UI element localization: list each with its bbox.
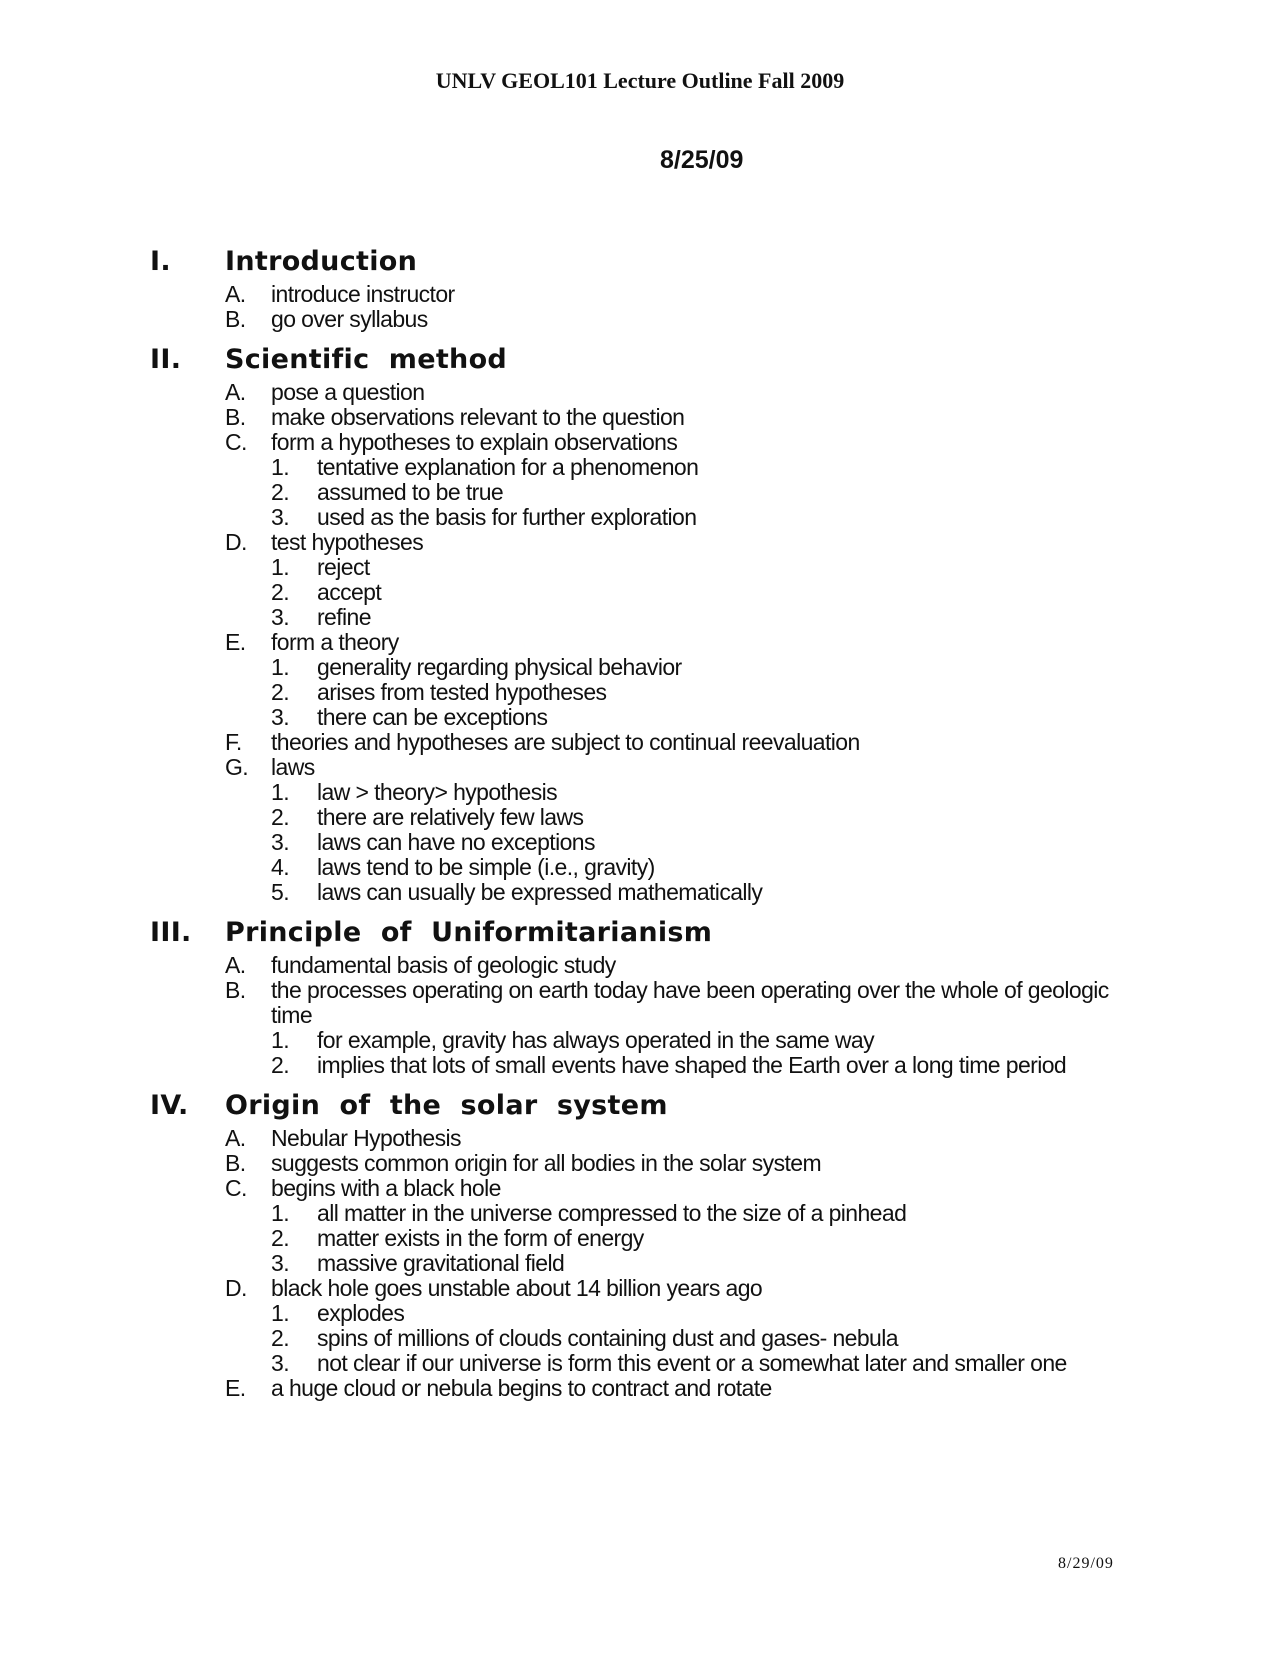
outline-subitem [150,1301,1150,1326]
subitem-text: matter exists in the form of energy [317,1225,644,1251]
subitem-label: 3. [271,504,289,530]
section-number: IV. [150,1090,189,1121]
section-number: I. [150,246,171,277]
item-text: black hole goes unstable about 14 billion years ago [271,1275,763,1301]
item-label: D. [225,529,247,555]
outline-subitem [150,605,1150,630]
outline-subitem [150,1226,1150,1251]
subitem-text: arises from tested hypotheses [317,679,607,705]
subitem-label: 3. [271,829,289,855]
item-label: E. [225,1375,246,1401]
section-number: II. [150,344,182,375]
item-text: pose a question [271,379,425,405]
outline-subitem [150,805,1150,830]
outline-section [150,1090,1150,1401]
outline-item [150,405,1150,430]
subitem-text: assumed to be true [317,479,504,505]
outline-subitem [150,880,1150,905]
subitem-label: 3. [271,1350,289,1376]
outline-item [150,1376,1150,1401]
outline-item [150,953,1150,978]
subitem-label: 1. [271,654,289,680]
item-text: make observations relevant to the question [271,404,685,430]
subitem-text: for example, gravity has always operated in the same way [317,1027,875,1053]
subitem-text: law > theory> hypothesis [317,779,558,805]
item-label: A. [225,379,246,405]
subitem-text: refine [317,604,371,630]
item-label: D. [225,1275,247,1301]
subitem-text: accept [317,579,382,605]
subitem-label: 4. [271,854,289,880]
section-heading [150,917,1150,953]
footer-date: 8/29/09 [1058,1555,1114,1572]
outline-subitem [150,1351,1150,1376]
item-text: a huge cloud or nebula begins to contract and rotate [271,1375,772,1401]
subitem-label: 1. [271,779,289,805]
section-heading [150,344,1150,380]
lecture-outline [150,246,1150,1413]
subitem-label: 2. [271,1225,289,1251]
subitem-label: 2. [271,579,289,605]
outline-item [150,630,1150,655]
subitem-text: not clear if our universe is form this event or a somewhat later and smaller one [317,1350,1067,1376]
section-heading [150,1090,1150,1126]
outline-subitem [150,1326,1150,1351]
subitem-label: 3. [271,704,289,730]
outline-subitem [150,855,1150,880]
outline-item [150,282,1150,307]
subitem-label: 2. [271,1052,289,1078]
subitem-label: 3. [271,604,289,630]
item-label: C. [225,1175,247,1201]
lecture-date: 8/25/09 [660,146,744,174]
subitem-text: laws can usually be expressed mathematically [317,879,763,905]
item-text: suggests common origin for all bodies in the solar system [271,1150,822,1176]
subitem-text: generality regarding physical behavior [317,654,682,680]
subitem-label: 2. [271,1325,289,1351]
subitem-text: implies that lots of small events have shaped the Earth over a long time period [317,1052,1067,1078]
outline-subitem [150,655,1150,680]
item-text: go over syllabus [271,306,428,332]
outline-item [150,530,1150,555]
outline-item [150,1176,1150,1201]
outline-item [150,430,1150,455]
outline-item [150,755,1150,780]
subitem-text: reject [317,554,370,580]
outline-subitem [150,555,1150,580]
item-label: B. [225,977,246,1003]
subitem-label: 1. [271,1027,289,1053]
item-text: the processes operating on earth today have been operating over the whole of geologic time [271,977,1109,1028]
outline-subitem [150,680,1150,705]
outline-item [150,730,1150,755]
subitem-label: 5. [271,879,289,905]
item-text: test hypotheses [271,529,424,555]
item-label: C. [225,429,247,455]
item-label: E. [225,629,246,655]
subitem-text: laws can have no exceptions [317,829,595,855]
item-label: A. [225,1125,246,1151]
item-text: laws [271,754,315,780]
item-text: theories and hypotheses are subject to continual reevaluation [271,729,860,755]
outline-item [150,1151,1150,1176]
item-label: B. [225,306,246,332]
section-number: III. [150,917,192,948]
item-text: begins with a black hole [271,1175,501,1201]
section-title: Scientific method [225,344,508,375]
outline-subitem [150,1201,1150,1226]
subitem-label: 2. [271,479,289,505]
outline-subitem [150,705,1150,730]
outline-subitem [150,580,1150,605]
outline-subitem [150,480,1150,505]
outline-subitem [150,455,1150,480]
outline-subitem [150,1053,1150,1078]
item-label: A. [225,281,246,307]
outline-subitem [150,1028,1150,1053]
section-title: Introduction [225,246,418,277]
item-text: fundamental basis of geologic study [271,952,616,978]
item-label: G. [225,754,249,780]
outline-item [150,1276,1150,1301]
subitem-label: 1. [271,1300,289,1326]
subitem-text: massive gravitational field [317,1250,565,1276]
subitem-label: 2. [271,804,289,830]
item-label: F. [225,729,242,755]
outline-subitem [150,1251,1150,1276]
outline-item [150,1126,1150,1151]
document-title: UNLV GEOL101 Lecture Outline Fall 2009 [435,68,845,93]
subitem-text: explodes [317,1300,405,1326]
outline-item [150,380,1150,405]
subitem-text: there are relatively few laws [317,804,584,830]
item-label: B. [225,404,246,430]
subitem-text: used as the basis for further exploration [317,504,697,530]
item-text: introduce instructor [271,281,455,307]
item-text: form a theory [271,629,399,655]
outline-subitem [150,780,1150,805]
section-title: Principle of Uniformitarianism [225,917,713,948]
outline-subitem [150,505,1150,530]
subitem-text: laws tend to be simple (i.e., gravity) [317,854,655,880]
subitem-text: tentative explanation for a phenomenon [317,454,699,480]
subitem-label: 1. [271,1200,289,1226]
subitem-text: all matter in the universe compressed to the size of a pinhead [317,1200,907,1226]
outline-subitem [150,830,1150,855]
outline-section [150,917,1150,1078]
item-label: A. [225,952,246,978]
item-label: B. [225,1150,246,1176]
subitem-label: 1. [271,454,289,480]
subitem-text: there can be exceptions [317,704,548,730]
outline-item [150,978,1150,1028]
outline-section [150,246,1150,332]
outline-item [150,307,1150,332]
subitem-label: 1. [271,554,289,580]
outline-section [150,344,1150,905]
section-title: Origin of the solar system [225,1090,668,1121]
section-heading [150,246,1150,282]
subitem-label: 2. [271,679,289,705]
item-text: form a hypotheses to explain observations [271,429,678,455]
subitem-text: spins of millions of clouds containing dust and gases- nebula [317,1325,898,1351]
subitem-label: 3. [271,1250,289,1276]
item-text: Nebular Hypothesis [271,1125,461,1151]
